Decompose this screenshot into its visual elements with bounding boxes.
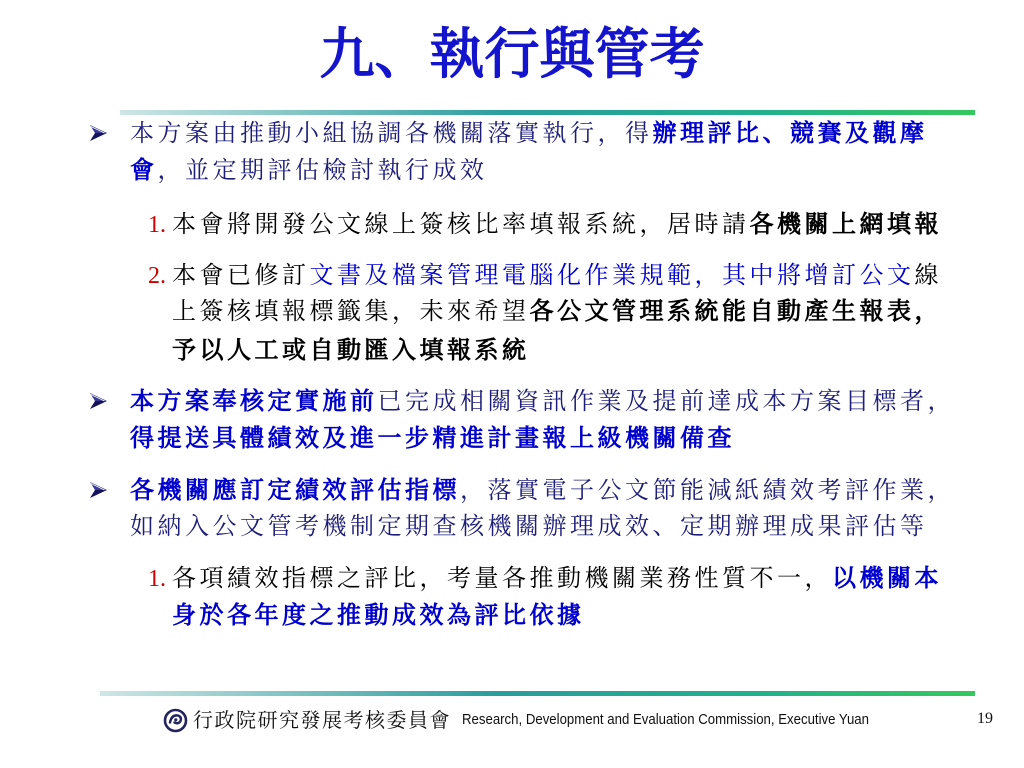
bullet-2-text: 已完成相關資訊作業及提前達成本方案目標者， — [377, 387, 955, 415]
arrowhead-right-icon — [88, 480, 108, 500]
sub-item-3-1-line-1 — [148, 560, 942, 596]
bullet-1-line-2 — [130, 152, 488, 188]
sub-item-text: 本會已修訂 — [172, 261, 310, 289]
bullet-2-emphasis: 得提送具體績效及進一步精進計畫報上級機關備查 — [130, 423, 735, 452]
commission-emblem-icon — [163, 708, 188, 733]
sub-item-text: 上簽核填報標籤集，未來希望 — [172, 297, 530, 325]
bullet-1-text: ，並定期評估檢討執行成效 — [157, 156, 488, 184]
sub-item-emphasis: 予以人工或自動匯入填報系統 — [172, 335, 530, 364]
arrowhead-right-icon — [88, 123, 108, 143]
sub-item-3-1-line-2 — [172, 597, 585, 633]
footer-divider — [100, 691, 975, 696]
sub-item-emphasis: 各公文管理系統能自動產生報表， — [529, 296, 942, 325]
sub-item-emphasis: 身於各年度之推動成效為評比依據 — [172, 600, 585, 629]
slide-title: 九、執行與管考 — [319, 21, 705, 86]
sub-item-emphasis: 以機關本 — [832, 563, 942, 592]
sub-item-text: 本會將開發公文線上簽核比率填報系統，居時請 — [172, 210, 750, 238]
sub-item-number: 1. — [148, 566, 166, 592]
bullet-1-emphasis: 會 — [130, 155, 158, 184]
sub-item-1-1-line-1 — [148, 206, 942, 242]
sub-item-1-2-line-1 — [148, 257, 942, 293]
bullet-1-text: 本方案由推動小組協調各機關落實執行，得 — [130, 119, 653, 147]
sub-item-text: 各項績效指標之評比，考量各推動機關業務性質不一， — [172, 564, 832, 592]
bullet-2-line-2 — [130, 420, 735, 456]
bullet-3-text: 如納入公文管考機制定期查核機關辦理成效、定期辦理成果評估等 — [130, 512, 928, 540]
bullet-3-line-2 — [130, 508, 928, 544]
bullet-2-emphasis: 本方案奉核定實施前 — [130, 386, 378, 415]
bullet-1-emphasis: 辦理評比、競賽及觀摩 — [652, 118, 928, 147]
sub-item-number: 1. — [148, 212, 166, 238]
sub-item-1-2-line-3 — [172, 332, 530, 368]
sub-item-highlight: 文書及檔案管理電腦化作業規範，其中將增訂公文 — [309, 261, 915, 289]
bullet-3-emphasis: 各機關應訂定績效評估指標 — [130, 475, 460, 504]
sub-item-1-2-line-2 — [172, 293, 942, 329]
bullet-1-line-1 — [130, 115, 928, 151]
bullet-3-text: ，落實電子公文節能減紙績效考評作業， — [460, 476, 955, 504]
sub-item-text: 線 — [914, 261, 942, 289]
bullet-2-line-1 — [130, 383, 955, 419]
footer-org-name-zh: 行政院研究發展考核委員會 — [193, 708, 451, 732]
arrowhead-right-icon — [88, 391, 108, 411]
page-number: 19 — [977, 710, 993, 727]
sub-item-emphasis: 各機關上網填報 — [749, 209, 942, 238]
bullet-3-line-1 — [130, 472, 955, 508]
footer-org-name-en: Research, Development and Evaluation Commission, Executive Yuan — [462, 711, 869, 728]
sub-item-number: 2. — [148, 263, 166, 289]
